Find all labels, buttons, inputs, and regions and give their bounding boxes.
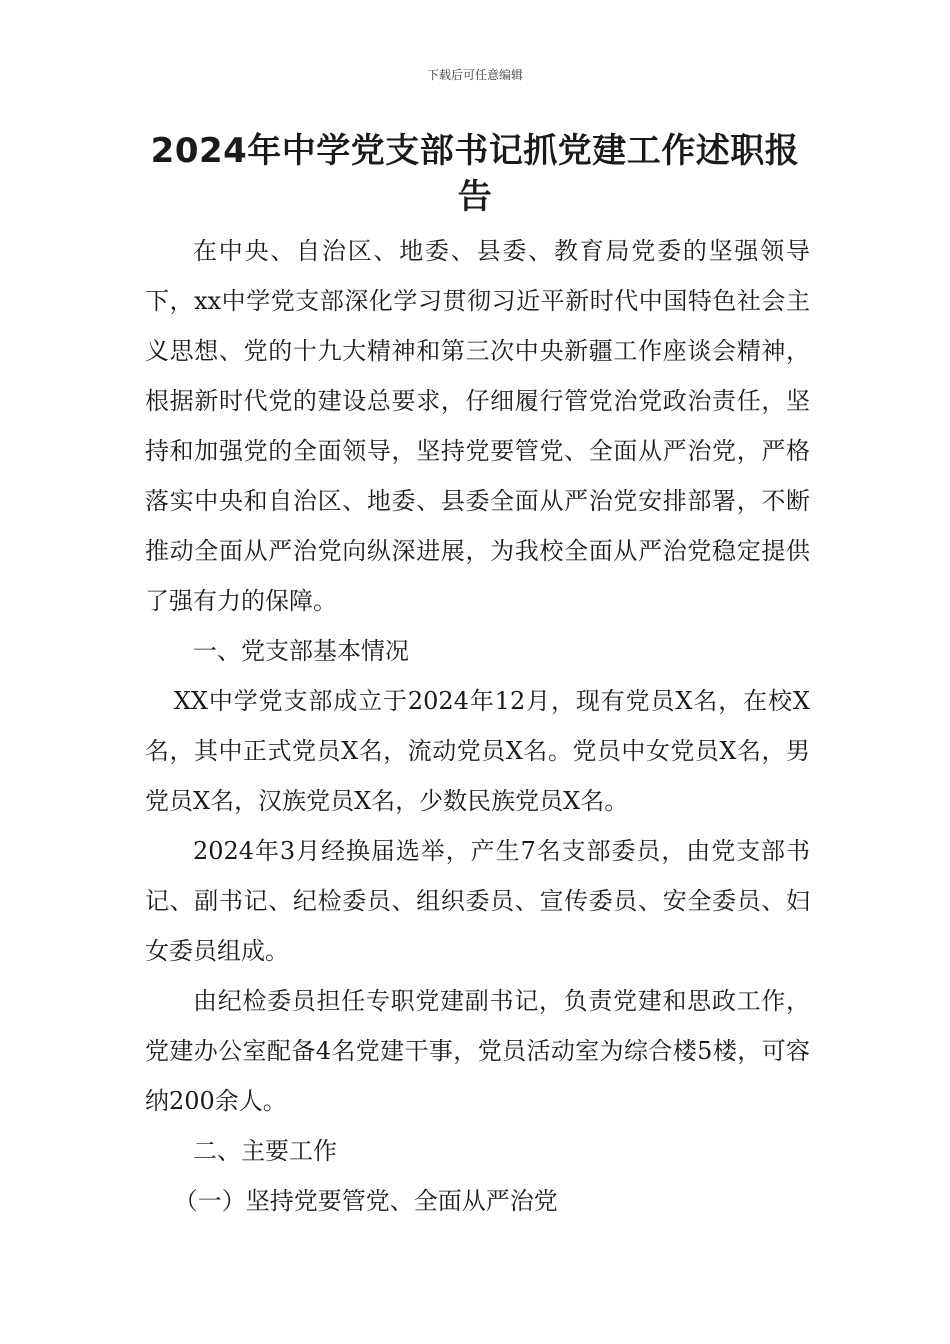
section-heading-1: 一、党支部基本情况 [193, 637, 409, 665]
document-body [145, 226, 810, 1226]
subsection-heading-1: （一）坚持党要管党、全面从严治党 [173, 1187, 558, 1215]
page-header-note: 下载后可任意编辑 [426, 68, 523, 82]
document-title: 2024年中学党支部书记抓党建工作述职报告 [150, 131, 800, 217]
election-paragraph: 2024年3月经换届选举，产生7名支部委员，由党支部书记、副书记、纪检委员、组织委员、宣传委员、安全委员、妇女委员组成。 [145, 837, 810, 965]
basic-info-paragraph: XX中学党支部成立于2024年12月，现有党员X名，在校X名，其中正式党员X名，流动党员X名。党员中女党员X名，男党员X名，汉族党员X名，少数民族党员X名。 [145, 687, 810, 815]
staff-paragraph: 由纪检委员担任专职党建副书记，负责党建和思政工作，党建办公室配备4名党建干事，党员活动室为综合楼5楼，可容纳200余人。 [145, 987, 810, 1115]
intro-paragraph: 在中央、自治区、地委、县委、教育局党委的坚强领导下，xx中学党支部深化学习贯彻习近平新时代中国特色社会主义思想、党的十九大精神和第三次中央新疆工作座谈会精神，根据新时代党的建设总要求，仔细履行管党治党政治责任，坚持和加强党的全面领导，坚持党要管党、全面从严治党，严格落实中央和自治区、地委、县委全面从严治党安排部署，不断推动全面从严治党向纵深进展，为我校全面从严治党稳定提供了强有力的保障。 [145, 237, 810, 615]
section-heading-2: 二、主要工作 [193, 1137, 337, 1165]
